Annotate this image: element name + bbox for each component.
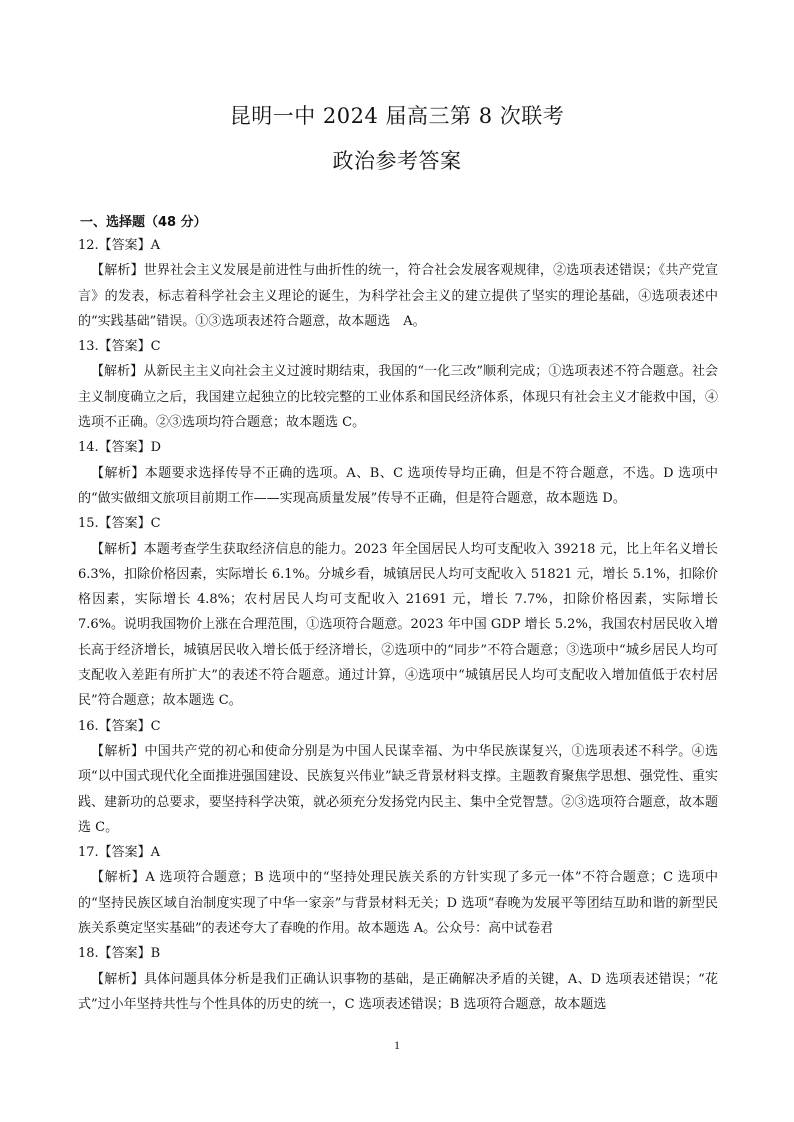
document-subtitle: 政治参考答案 [332,149,462,173]
explanation-text: 【解析】本题要求选择传导不正确的选项。A、B、C 选项传导均正确，但是不符合题意，不选。D 选项中的“做实做细文旅项目前期工作——实现高质量发展”传导不正确，但是符合题意，故本题选 D。 [78,465,718,506]
answer-line: 17.【答案】A [78,845,161,861]
explanation-text: 【解析】世界社会主义发展是前进性与曲折性的统一，符合社会发展客观规律，②选项表述错误；《共产党宣言》的发表，标志着科学社会主义理论的诞生，为科学社会主义的建立提供了坚实的理论基础，④选项表述中的“实践基础”错误。①③选项表述符合题意，故本题选 A。 [78,263,718,329]
answer-item-12 [78,233,718,334]
answer-item-15 [78,511,718,713]
answer-line: 16.【答案】C [78,718,161,734]
explanation-text: 【解析】本题考查学生获取经济信息的能力。2023 年全国居民人均可支配收入 39218 元，比上年名义增长 6.3%，扣除价格因素，实际增长 6.1%。分城乡看，城镇居民人均可支配收入 51821 元，增长 5.1%，扣除价格因素，实际增长 4.8%；农村居民人均可支配收入 21691 元，增长 7.7%，扣除价格因素，实际增长 7.6%。说明我国物价上涨在合理范围，①选项符合题意。2023 年中国 GDP 增长 5.2%，我国农村居民收入增长高于经济增长，城镇居民收入增长低于经济增长，②选项中的“同步”不符合题意；③选项中“城乡居民人均可支配收入差距有所扩大”的表述不符合题意。通过计算，④选项中“城镇居民人均可支配收入增加值低于农村居民”符合题意；故本题选 C。 [78,541,718,709]
page-number: 1 [394,1038,400,1052]
explanation-text: 【解析】具体问题具体分析是我们正确认识事物的基础，是正确解决矛盾的关键，A、D 选项表述错误；“花式”过小年坚持共性与个性具体的历史的统一，C 选项表述错误；B 选项符合题意，故本题选 [78,971,718,1012]
answer-item-14 [78,435,718,511]
answer-line: 18.【答案】B [78,946,161,962]
document-title: 昆明一中 2024 届高三第 8 次联考 [229,104,565,128]
answer-item-18 [78,941,718,1017]
answer-line: 14.【答案】D [78,440,162,456]
answer-line: 12.【答案】A [78,238,161,253]
answer-item-16 [78,714,718,840]
answer-item-17 [78,840,718,941]
answer-item-13 [78,334,718,435]
answer-line: 13.【答案】C [78,339,161,355]
answer-line: 15.【答案】C [78,516,161,532]
answer-list [78,233,718,1017]
explanation-text: 【解析】从新民主主义向社会主义过渡时期结束，我国的“一化三改”顺利完成；①选项表述不符合题意。社会主义制度确立之后，我国建立起独立的比较完整的工业体系和国民经济体系，体现只有社会主义才能救中国，④选项不正确。②③选项均符合题意；故本题选 C。 [78,364,718,431]
explanation-text: 【解析】中国共产党的初心和使命分别是为中国人民谋幸福、为中华民族谋复兴，①选项表述不科学。④选项“以中国式现代化全面推进强国建设、民族复兴伟业”缺乏背景材料支撑。主题教育聚焦学思想、强党性、重实践、建新功的总要求，要坚持科学决策，就必须充分发扬党内民主、集中全党智慧。②③选项符合题意，故本题选 C。 [78,743,718,835]
explanation-text: 【解析】A 选项符合题意；B 选项中的“坚持处理民族关系的方针实现了多元一体”不符合题意；C 选项中的“坚持民族区域自治制度实现了中华一家亲”与背景材料无关；D 选项“春晚为发展平等团结互助和谐的新型民族关系奠定坚实基础”的表述夸大了春晚的作用。故本题选 A。公众号：高中试卷君 [78,870,718,937]
section-heading: 一、选择题（48 分） [80,215,207,230]
